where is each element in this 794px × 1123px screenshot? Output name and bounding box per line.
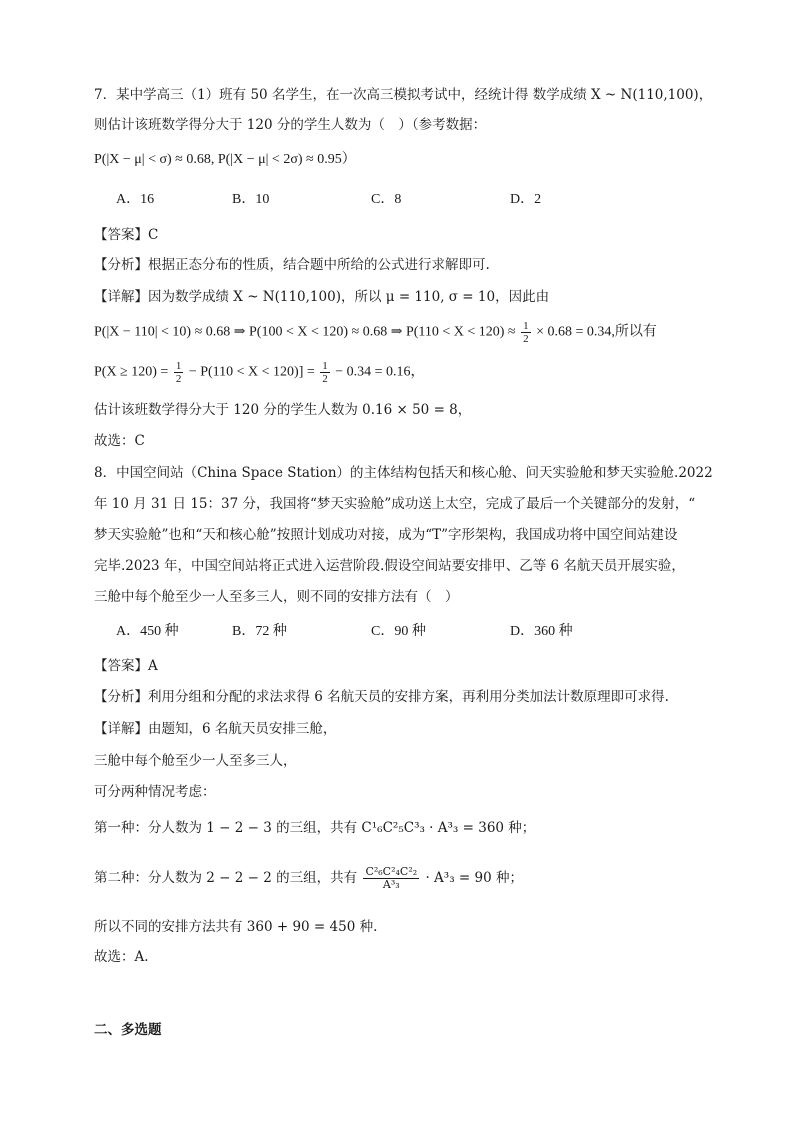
fraction-one-half <box>521 320 531 345</box>
fraction-denominator: A³₃ <box>382 878 400 891</box>
q8-answer: 【答案】A <box>94 658 158 674</box>
fraction-numerator: 1 <box>523 320 529 332</box>
q8-case2-left: 第二种：分人数为 2 − 2 − 2 的三组，共有 <box>94 870 358 886</box>
q8-stem-line2: 年 10 月 31 日 15：37 分，我国将“梦天实验舱”成功送上太空，完成了最后一个关键部分的发射，“ <box>94 496 696 512</box>
q8-detail-line1: 【详解】由题知，6 名航天员安排三舱， <box>94 721 337 737</box>
q7-detail-line2-right: × 0.68 = 0.34,所以有 <box>536 324 657 340</box>
q8-stem-line4: 完毕.2023 年，中国空间站将正式进入运营阶段.假设空间站要安排甲、乙等 6 名航天员开展实验， <box>94 558 685 574</box>
q8-detail-line3: 可分两种情况考虑： <box>94 784 216 800</box>
q7-option-d: D．2 <box>510 192 542 207</box>
q7-detail-line3-right: − 0.34 = 0.16， <box>335 364 425 380</box>
q7-detail-line2 <box>94 320 657 345</box>
fraction-numerator: C²₆C²₄C²₂ <box>365 865 418 878</box>
q8-option-c: C．90 种 <box>371 624 426 639</box>
q8-analysis: 【分析】利用分组和分配的求法求得 6 名航天员的安排方案，再利用分类加法计数原理即可求得. <box>94 689 669 705</box>
q7-detail-line2-left: P(|X − 110| < 10) ≈ 0.68 ⇒ P(100 < X < 120) ≈ 0.68 ⇒ P(110 < X < 120) ≈ <box>94 324 516 340</box>
q7-detail-line3-left: P(X ≥ 120) = <box>94 364 169 380</box>
q7-detail-line3 <box>94 360 425 385</box>
q7-detail-line1: 【详解】因为数学成绩 X ~ N(110,100)，所以 μ = 110, σ = 10，因此由 <box>94 289 550 305</box>
fraction-numerator: 1 <box>322 360 328 372</box>
q8-case2-right: · A³₃ = 90 种； <box>425 870 523 886</box>
q8-stem-line5: 三舱中每个舱至少一人至多三人，则不同的安排方法有（ ） <box>94 589 459 605</box>
section-title: 二、多选题 <box>94 1022 162 1038</box>
fraction-one-half <box>320 360 330 385</box>
q7-option-c: C．8 <box>371 192 402 207</box>
q8-stem-line3: 梦天实验舱”也和“天和核心舱”按照计划成功对接，成为“T”字形架构，我国成功将中国空间站建设 <box>94 527 678 543</box>
q8-choose: 故选：A. <box>94 949 149 965</box>
q8-option-b: B．72 种 <box>232 624 287 639</box>
q8-stem-line1: 8．中国空间站（China Space Station）的主体结构包括天和核心舱、问天实验舱和梦天实验舱.2022 <box>94 465 713 481</box>
q7-analysis: 【分析】根据正态分布的性质，结合题中所给的公式进行求解即可. <box>94 257 490 273</box>
q7-answer: 【答案】C <box>94 227 159 243</box>
fraction-one-half <box>174 360 184 385</box>
q7-stem-line1: 7．某中学高三（1）班有 50 名学生，在一次高三模拟考试中，经统计得 数学成绩 X ~ N(110,100)， <box>94 87 713 103</box>
q7-option-a: A．16 <box>116 192 155 207</box>
q7-detail-line4: 估计该班数学得分大于 120 分的学生人数为 0.16 × 50 = 8， <box>94 402 472 418</box>
q8-detail-line2: 三舱中每个舱至少一人至多三人， <box>94 753 297 769</box>
fraction-denominator: 2 <box>322 373 328 385</box>
q7-stem-line2: 则估计该班数学得分大于 120 分的学生人数为（ ）（参考数据： <box>94 117 487 133</box>
fraction-denominator: 2 <box>175 373 182 385</box>
q8-option-d: D．360 种 <box>510 624 573 639</box>
q8-option-a: A．450 种 <box>116 624 179 639</box>
fraction-numerator: 1 <box>175 360 182 372</box>
q7-detail-line3-mid: − P(110 < X < 120)] = <box>188 364 315 380</box>
q8-case1: 第一种：分人数为 1 − 2 − 3 的三组，共有 C¹₆C²₅C³₃ · A³₃ = 360 种； <box>94 820 536 836</box>
q8-total: 所以不同的安排方法共有 360 + 90 = 450 种. <box>94 919 378 935</box>
q7-choose: 故选：C <box>94 433 145 449</box>
q8-case2 <box>94 866 523 891</box>
q7-reference-data: P(|X − μ| < σ) ≈ 0.68, P(|X − μ| < 2σ) ≈ 0.95） <box>94 152 356 167</box>
q7-option-b: B．10 <box>232 192 270 207</box>
fraction-denominator: 2 <box>523 333 529 345</box>
fraction-case2 <box>363 866 419 891</box>
